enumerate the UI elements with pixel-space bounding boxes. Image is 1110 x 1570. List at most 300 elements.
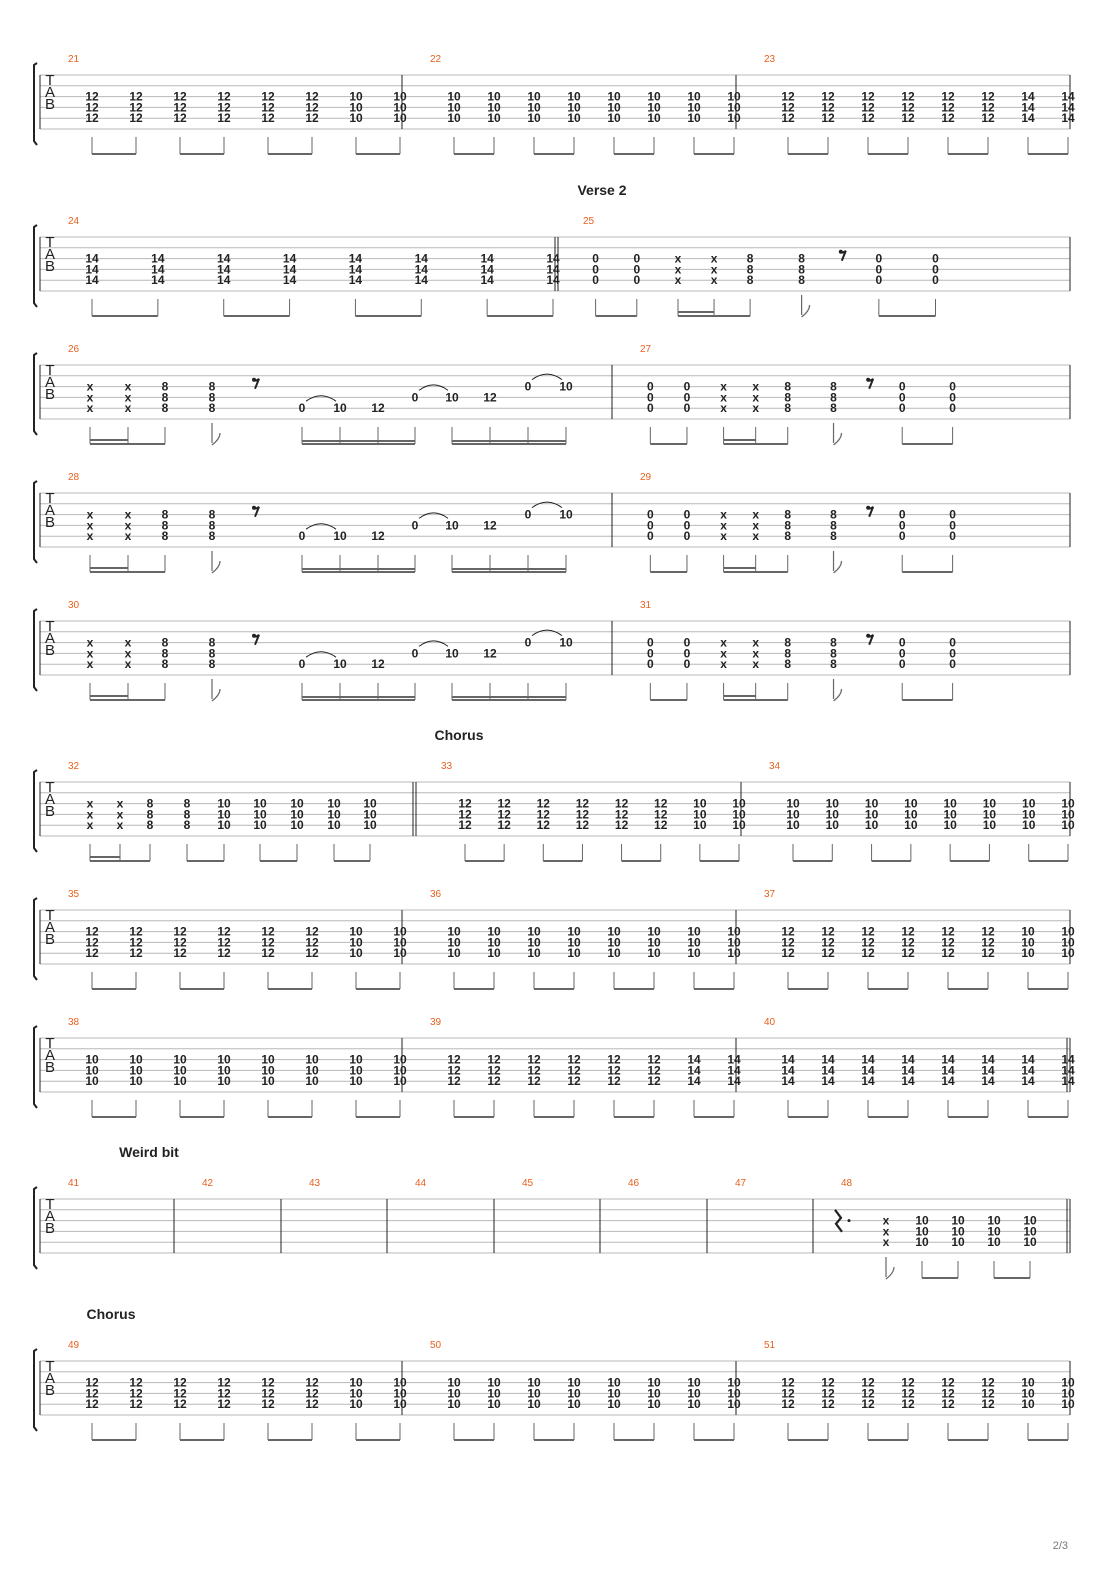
fret-number: 10 <box>487 1375 501 1390</box>
fret-number: 12 <box>217 1397 231 1412</box>
fret-number: 8 <box>161 529 169 544</box>
slur-arc <box>532 374 562 380</box>
fret-number: 14 <box>546 251 560 266</box>
beam <box>90 567 128 569</box>
tab-clef-letter: T <box>45 71 55 89</box>
eighth-rest-dot <box>252 634 256 638</box>
fret-number: x <box>720 635 727 650</box>
fret-number: 8 <box>208 518 216 533</box>
fret-number: 12 <box>901 946 915 961</box>
fret-number: 8 <box>830 390 837 405</box>
fret-number: 10 <box>487 1397 501 1412</box>
bar-number: 35 <box>68 889 80 900</box>
fret-number: 0 <box>898 401 906 416</box>
fret-number: 10 <box>943 807 957 822</box>
beam <box>614 1116 654 1118</box>
fret-number: 12 <box>941 1397 955 1412</box>
fret-number: 8 <box>784 635 792 650</box>
beam <box>90 860 150 862</box>
fret-number: 14 <box>348 262 363 277</box>
fret-number: 14 <box>981 1063 995 1078</box>
fret-number: 8 <box>161 379 169 394</box>
bar-number: 33 <box>441 761 453 772</box>
fret-number: 14 <box>85 273 99 288</box>
fret-number: 12 <box>85 924 99 939</box>
beam <box>180 1439 224 1441</box>
fret-number: 8 <box>161 507 169 522</box>
fret-number: 10 <box>527 100 541 115</box>
fret-number: 12 <box>536 818 550 833</box>
fret-number: 12 <box>173 1397 187 1412</box>
bar-number: 45 <box>522 1178 534 1189</box>
beam <box>452 440 566 442</box>
fret-number: 10 <box>647 935 661 950</box>
fret-number: 10 <box>687 924 701 939</box>
fret-number: 8 <box>208 646 216 661</box>
fret-number: 10 <box>647 924 661 939</box>
fret-number: 10 <box>1061 935 1075 950</box>
fret-number: 10 <box>727 100 741 115</box>
fret-number: 10 <box>447 1397 461 1412</box>
fret-number: 12 <box>305 935 319 950</box>
beam <box>452 571 566 573</box>
fret-number: 10 <box>1022 796 1036 811</box>
fret-number: 14 <box>781 1063 795 1078</box>
fret-number: 14 <box>1061 1052 1075 1067</box>
fret-number: 14 <box>546 273 560 288</box>
tab-clef-letter: A <box>44 790 56 808</box>
fret-number: 12 <box>371 657 385 672</box>
tab-clef-letter: T <box>45 1034 55 1052</box>
fret-number: x <box>86 818 94 833</box>
slur-arc <box>419 385 448 391</box>
fret-number: 12 <box>217 111 231 126</box>
fret-number: 10 <box>487 935 501 950</box>
fret-number: 12 <box>941 100 955 115</box>
fret-number: 12 <box>483 518 497 533</box>
fret-number: 10 <box>864 796 879 811</box>
beam <box>788 153 828 155</box>
beam <box>90 695 128 697</box>
bar-number: 39 <box>430 1017 442 1028</box>
fret-number: 12 <box>129 100 143 115</box>
fret-number: x <box>752 657 760 672</box>
tab-clef-letter: T <box>45 906 55 924</box>
fret-number: 0 <box>411 390 419 405</box>
fret-number: 10 <box>559 379 573 394</box>
fret-number: 10 <box>786 807 800 822</box>
fret-number: 14 <box>414 262 428 277</box>
fret-number: 10 <box>393 111 407 126</box>
tab-clef-letter: B <box>44 802 56 820</box>
fret-number: 12 <box>129 924 143 939</box>
beam <box>788 1116 828 1118</box>
fret-number: 10 <box>825 796 839 811</box>
fret-number: 10 <box>607 89 621 104</box>
fret-number: 0 <box>949 401 956 416</box>
beam <box>452 568 566 570</box>
fret-number: 10 <box>567 935 581 950</box>
fret-number: 0 <box>524 379 532 394</box>
fret-number: 12 <box>607 1063 621 1078</box>
fret-number: 14 <box>1021 1063 1035 1078</box>
fret-number: 12 <box>173 100 187 115</box>
fret-number: 10 <box>864 807 879 822</box>
beam <box>694 1116 734 1118</box>
fret-number: 12 <box>901 1375 915 1390</box>
beam <box>614 1439 654 1441</box>
fret-number: 10 <box>567 111 581 126</box>
fret-number: 12 <box>261 1386 275 1401</box>
fret-number: 10 <box>217 1052 231 1067</box>
fret-number: 0 <box>524 507 532 522</box>
fret-number: 12 <box>781 1386 795 1401</box>
fret-number: 10 <box>732 807 746 822</box>
fret-number: 10 <box>253 807 267 822</box>
beam <box>268 988 312 990</box>
fret-number: 14 <box>1021 111 1035 126</box>
beam <box>452 696 566 698</box>
fret-number: 10 <box>951 1235 965 1250</box>
beam <box>902 443 952 445</box>
beam <box>788 988 828 990</box>
fret-number: 8 <box>784 390 792 405</box>
fret-number: 10 <box>393 935 407 950</box>
beam <box>694 988 734 990</box>
tab-clef-letter: T <box>45 1195 55 1213</box>
beam <box>90 856 120 858</box>
fret-number: 0 <box>949 507 956 522</box>
fret-number: 0 <box>633 251 641 266</box>
beam <box>90 443 165 445</box>
bar-number: 28 <box>68 472 80 483</box>
fret-number: 8 <box>161 646 169 661</box>
fret-number: 10 <box>982 796 997 811</box>
fret-number: 12 <box>575 807 590 822</box>
fret-number: 12 <box>371 529 385 544</box>
fret-number: 10 <box>987 1224 1001 1239</box>
fret-number: 10 <box>487 1386 501 1401</box>
fret-number: 12 <box>901 100 915 115</box>
bar-number: 48 <box>841 1178 853 1189</box>
fret-number: 10 <box>447 946 461 961</box>
fret-number: 12 <box>981 1375 995 1390</box>
fret-number: 12 <box>654 807 668 822</box>
fret-number: 0 <box>633 273 641 288</box>
fret-number: 12 <box>85 1386 99 1401</box>
beam <box>90 439 128 441</box>
fret-number: 10 <box>607 100 621 115</box>
bar-number: 26 <box>68 344 80 355</box>
tab-clef-letter: B <box>44 1058 56 1076</box>
fret-number: 12 <box>567 1063 581 1078</box>
fret-number: 0 <box>875 262 883 277</box>
beam <box>452 699 566 701</box>
bar-number: 36 <box>430 889 442 900</box>
fret-number: 14 <box>821 1074 835 1089</box>
beam <box>302 696 415 698</box>
note-flag <box>212 551 220 573</box>
fret-number: 10 <box>647 100 661 115</box>
fret-number: x <box>124 379 132 394</box>
tab-clef-letter: B <box>44 257 56 275</box>
fret-number: 10 <box>786 796 800 811</box>
fret-number: 10 <box>1021 935 1035 950</box>
fret-number: 10 <box>445 390 459 405</box>
fret-number: 12 <box>85 1375 99 1390</box>
fret-number: 12 <box>821 1386 835 1401</box>
fret-number: 10 <box>85 1074 99 1089</box>
fret-number: 8 <box>798 262 805 277</box>
note-flag <box>212 423 220 445</box>
fret-number: 12 <box>981 1386 995 1401</box>
fret-number: 10 <box>447 1386 461 1401</box>
note-flag <box>802 295 810 317</box>
fret-number: x <box>86 529 94 544</box>
fret-number: 12 <box>527 1074 541 1089</box>
beam <box>268 153 312 155</box>
fret-number: 12 <box>821 1397 835 1412</box>
fret-number: 8 <box>146 807 154 822</box>
fret-number: 12 <box>901 111 915 126</box>
fret-number: 12 <box>647 1052 661 1067</box>
fret-number: 10 <box>864 818 879 833</box>
slur-arc <box>306 652 336 658</box>
beam <box>356 988 400 990</box>
fret-number: 12 <box>575 796 590 811</box>
fret-number: 10 <box>943 818 957 833</box>
beam <box>694 153 734 155</box>
fret-number: 8 <box>830 646 837 661</box>
fret-number: 10 <box>607 1386 621 1401</box>
fret-number: 0 <box>592 273 599 288</box>
fret-number: 12 <box>173 1386 187 1401</box>
fret-number: 10 <box>349 111 363 126</box>
fret-number: 10 <box>487 100 501 115</box>
beam <box>454 153 494 155</box>
fret-number: 12 <box>981 89 995 104</box>
bar-number: 32 <box>68 761 80 772</box>
fret-number: 0 <box>875 273 883 288</box>
slur-arc <box>532 630 562 636</box>
beam <box>948 1439 988 1441</box>
fret-number: 8 <box>208 529 216 544</box>
bar-number: 30 <box>68 600 80 611</box>
fret-number: 10 <box>327 818 341 833</box>
fret-number: 12 <box>261 946 275 961</box>
fret-number: 12 <box>217 924 231 939</box>
beam <box>487 315 553 317</box>
fret-number: x <box>752 646 760 661</box>
bar-number: 51 <box>764 1340 776 1351</box>
fret-number: 8 <box>784 379 792 394</box>
fret-number: 10 <box>333 657 347 672</box>
fret-number: 0 <box>411 646 419 661</box>
section-label: Chorus <box>86 1306 136 1322</box>
fret-number: 12 <box>483 390 497 405</box>
fret-number: 10 <box>559 507 573 522</box>
fret-number: 12 <box>654 818 668 833</box>
eighth-rest-dot <box>866 634 870 638</box>
fret-number: 8 <box>208 390 216 405</box>
fret-number: 10 <box>487 946 501 961</box>
beam <box>678 315 750 317</box>
fret-number: 10 <box>607 946 621 961</box>
fret-number: 10 <box>904 807 918 822</box>
fret-number: x <box>674 273 682 288</box>
tab-clef-letter: A <box>44 918 56 936</box>
fret-number: 12 <box>861 1375 875 1390</box>
fret-number: 10 <box>915 1213 929 1228</box>
fret-number: 12 <box>981 935 995 950</box>
fret-number: 10 <box>607 111 621 126</box>
fret-number: x <box>124 518 132 533</box>
fret-number: 8 <box>746 251 754 266</box>
fret-number: 10 <box>727 1397 741 1412</box>
fret-number: 10 <box>349 946 363 961</box>
fret-number: 10 <box>647 946 661 961</box>
fret-number: 10 <box>393 1063 407 1078</box>
fret-number: 0 <box>683 657 691 672</box>
tab-clef-letter: T <box>45 778 55 796</box>
beam <box>534 1116 574 1118</box>
fret-number: 10 <box>727 924 741 939</box>
fret-number: 12 <box>173 924 187 939</box>
beam <box>650 699 687 701</box>
fret-number: 14 <box>151 273 165 288</box>
fret-number: 0 <box>683 507 691 522</box>
fret-number: 12 <box>261 111 275 126</box>
fret-number: 12 <box>261 1375 275 1390</box>
fret-number: 10 <box>447 100 461 115</box>
fret-number: 10 <box>217 807 231 822</box>
beam <box>650 443 687 445</box>
fret-number: 8 <box>830 518 837 533</box>
fret-number: 0 <box>683 646 691 661</box>
fret-number: 12 <box>305 89 319 104</box>
fret-number: 12 <box>173 89 187 104</box>
fret-number: 12 <box>981 111 995 126</box>
beam <box>90 699 165 701</box>
fret-number: 10 <box>393 1052 407 1067</box>
fret-number: 12 <box>861 946 875 961</box>
fret-number: 0 <box>949 390 956 405</box>
fret-number: 10 <box>687 935 701 950</box>
fret-number: x <box>752 635 760 650</box>
fret-number: x <box>124 401 132 416</box>
fret-number: 12 <box>217 89 231 104</box>
fret-number: 12 <box>217 1375 231 1390</box>
beam <box>180 153 224 155</box>
fret-number: x <box>720 507 727 522</box>
fret-number: x <box>752 529 760 544</box>
beam <box>92 1116 136 1118</box>
fret-number: 14 <box>217 262 231 277</box>
fret-number: 10 <box>987 1213 1001 1228</box>
beam <box>92 153 136 155</box>
fret-number: 12 <box>567 1074 581 1089</box>
fret-number: 10 <box>261 1063 275 1078</box>
fret-number: 10 <box>825 818 839 833</box>
fret-number: 10 <box>129 1074 143 1089</box>
fret-number: 12 <box>607 1074 621 1089</box>
fret-number: 10 <box>987 1235 1001 1250</box>
fret-number: 8 <box>746 262 754 277</box>
fret-number: 12 <box>85 100 99 115</box>
fret-number: 8 <box>798 251 805 266</box>
beam <box>180 1116 224 1118</box>
fret-number: 12 <box>861 1397 875 1412</box>
system-bracket <box>34 225 37 307</box>
fret-number: 12 <box>173 1375 187 1390</box>
fret-number: 10 <box>173 1063 187 1078</box>
fret-number: 12 <box>129 1386 143 1401</box>
fret-number: 8 <box>830 507 837 522</box>
fret-number: 8 <box>784 401 792 416</box>
fret-number: 0 <box>683 635 691 650</box>
fret-number: 12 <box>536 807 550 822</box>
fret-number: 12 <box>901 1397 915 1412</box>
beam <box>90 571 165 573</box>
fret-number: 14 <box>480 251 494 266</box>
fret-number: 12 <box>821 935 835 950</box>
fret-number: x <box>752 401 760 416</box>
beam <box>724 699 788 701</box>
eighth-rest-dot <box>866 378 870 382</box>
fret-number: 14 <box>217 273 231 288</box>
fret-number: 12 <box>614 807 629 822</box>
fret-number: 10 <box>567 89 581 104</box>
fret-number: 10 <box>786 818 800 833</box>
fret-number: 12 <box>861 935 875 950</box>
fret-number: 10 <box>527 1397 541 1412</box>
fret-number: 10 <box>1061 796 1075 811</box>
fret-number: 10 <box>1023 1224 1037 1239</box>
fret-number: 12 <box>173 935 187 950</box>
fret-number: x <box>86 796 94 811</box>
fret-number: 8 <box>830 529 837 544</box>
bar-number: 41 <box>68 1178 80 1189</box>
fret-number: 12 <box>781 111 795 126</box>
slur-arc <box>419 513 448 519</box>
beam <box>534 988 574 990</box>
fret-number: x <box>720 390 727 405</box>
fret-number: 10 <box>129 1052 143 1067</box>
fret-number: 8 <box>161 635 169 650</box>
fret-number: 10 <box>687 111 701 126</box>
fret-number: 14 <box>781 1052 795 1067</box>
fret-number: 10 <box>173 1052 187 1067</box>
fret-number: 14 <box>901 1052 915 1067</box>
fret-number: 0 <box>898 657 906 672</box>
fret-number: 10 <box>217 818 231 833</box>
beam <box>872 860 911 862</box>
beam <box>356 153 400 155</box>
beam <box>268 1439 312 1441</box>
fret-number: 0 <box>875 251 883 266</box>
fret-number: 10 <box>1061 1375 1075 1390</box>
fret-number: 14 <box>1061 1063 1075 1078</box>
fret-number: 0 <box>646 657 654 672</box>
beam <box>92 1439 136 1441</box>
fret-number: x <box>86 657 94 672</box>
fret-number: x <box>720 529 727 544</box>
beam <box>622 860 661 862</box>
fret-number: 10 <box>567 1375 581 1390</box>
fret-number: x <box>86 518 94 533</box>
fret-number: 10 <box>687 946 701 961</box>
fret-number: 0 <box>898 379 906 394</box>
